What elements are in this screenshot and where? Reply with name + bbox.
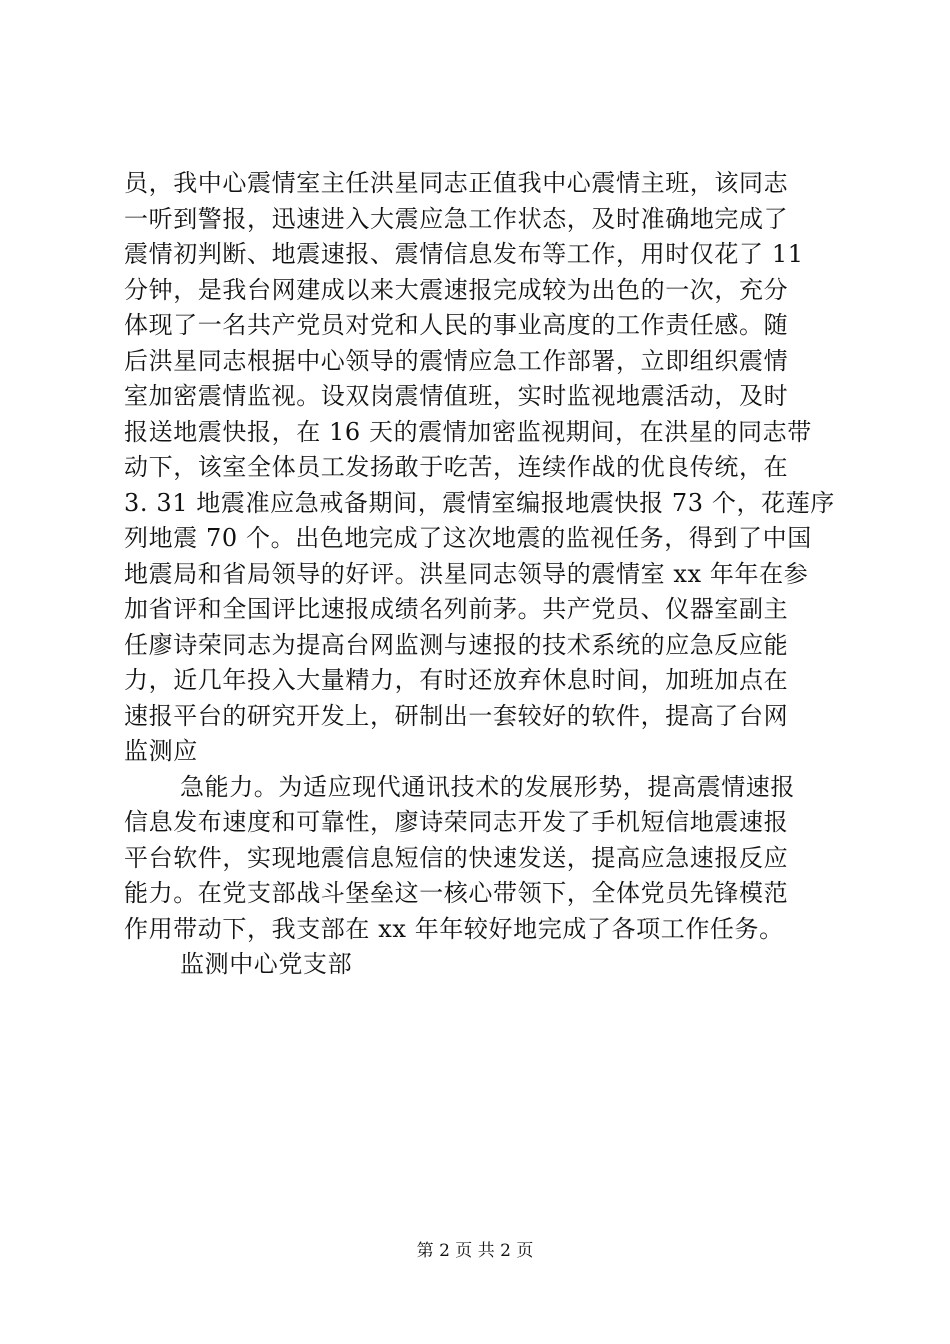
text-line: 地震局和省局领导的好评。洪星同志领导的震情室 xx 年年在参 bbox=[124, 559, 809, 588]
text-line: 加省评和全国评比速报成绩名列前茅。共产党员、仪器室副主 bbox=[124, 595, 789, 623]
text-line: 后洪星同志根据中心领导的震情应急工作部署，立即组织震情 bbox=[124, 346, 789, 375]
text-line: 任廖诗荣同志为提高台网监测与速报的技术系统的应急反应能 bbox=[124, 630, 789, 659]
text-line: 体现了一名共产党员对党和人民的事业高度的工作责任感。随 bbox=[124, 311, 789, 339]
paragraph-start-line: 急能力。为适应现代通讯技术的发展形势，提高震情速报 bbox=[180, 772, 795, 801]
text-line: 分钟，是我台网建成以来大震速报完成较为出色的一次，充分 bbox=[124, 275, 789, 304]
text-line: 作用带动下，我支部在 xx 年年较好地完成了各项工作任务。 bbox=[124, 914, 784, 943]
text-line: 一听到警报，迅速进入大震应急工作状态，及时准确地完成了 bbox=[124, 204, 789, 233]
text-line: 震情初判断、地震速报、震情信息发布等工作，用时仅花了 11 bbox=[124, 240, 804, 268]
text-line: 信息发布速度和可靠性，廖诗荣同志开发了手机短信地震速报 bbox=[124, 808, 789, 836]
text-line: 动下，该室全体员工发扬敢于吃苦，连续作战的优良传统，在 bbox=[124, 453, 789, 481]
text-line: 平台软件，实现地震信息短信的快速发送，提高应急速报反应 bbox=[124, 843, 789, 872]
text-line: 力，近几年投入大量精力，有时还放弃休息时间，加班加点在 bbox=[124, 666, 789, 694]
text-line: 速报平台的研究开发上，研制出一套较好的软件，提高了台网 bbox=[124, 701, 789, 730]
document-body bbox=[124, 166, 844, 983]
text-line: 能力。在党支部战斗堡垒这一核心带领下，全体党员先锋模范 bbox=[124, 879, 789, 907]
text-line: 员，我中心震情室主任洪星同志正值我中心震情主班，该同志 bbox=[124, 169, 789, 197]
page-footer: 第 2 页 共 2 页 bbox=[416, 1241, 534, 1261]
text-line: 列地震 70 个。出色地完成了这次地震的监视任务，得到了中国 bbox=[124, 524, 812, 552]
signature-line: 监测中心党支部 bbox=[180, 950, 353, 978]
text-line: 3. 31 地震准应急戒备期间，震情室编报地震快报 73 个，花莲序 bbox=[124, 488, 835, 517]
text-line: 室加密震情监视。设双岗震情值班，实时监视地震活动，及时 bbox=[124, 382, 789, 410]
text-line: 监测应 bbox=[124, 737, 198, 765]
text-line: 报送地震快报，在 16 天的震情加密监视期间，在洪星的同志带 bbox=[124, 417, 812, 446]
